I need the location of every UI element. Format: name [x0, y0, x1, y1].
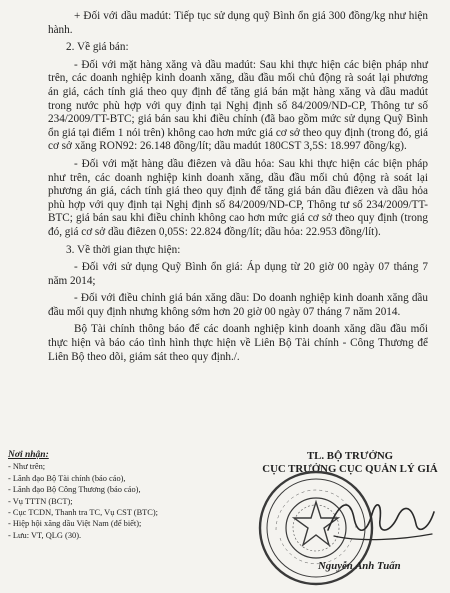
paragraph-time-price: - Đối với điều chỉnh giá bán xăng dầu: Do doanh nghiệp kinh doanh xăng dầu đầu mối quy định nhưng không sớm hơn 20 giờ 00 ngày 07 tháng 7 năm 2014.	[48, 292, 428, 318]
heading-section-3: 3. Về thời gian thực hiện:	[66, 243, 181, 256]
recipient-item: - Hiệp hội xăng dầu Việt Nam (để biết);	[8, 519, 142, 529]
signer-title: CỤC TRƯỞNG CỤC QUẢN LÝ GIÁ	[262, 463, 438, 475]
paragraph-diesel: - Đối với mặt hàng dầu điêzen và dầu hỏa: Sau khi thực hiện các biện pháp như trên, các doanh nghiệp kinh doanh xăng, dầu đầu mối chủ động rà soát lại phương án giá, cách tính giá theo quy định để tăng giá bán dầu điêzen và dầu hỏa phù hợp với quy định tại Nghị định số 84/2009/ND-CP, Thông tư số 234/2009/TT-BTC; giá bán sau khi điều chỉnh không cao hơn mức giá cơ sở theo quy định (trong đó, giá cơ sở dầu điêzen 0,05S: 22.824 đồng/lít; dầu hỏa: 22.953 đồng/lít).	[48, 157, 428, 238]
signer-name: Nguyễn Anh Tuấn	[318, 560, 401, 572]
document-body	[48, 10, 428, 368]
heading-section-2: 2. Về giá bán:	[66, 41, 129, 54]
recipient-item: - Lãnh đạo Bộ Tài chính (báo cáo),	[8, 473, 126, 483]
recipients-block	[8, 450, 208, 541]
recipients-title: Nơi nhận:	[8, 450, 49, 460]
paragraph-gasoline: - Đối với mặt hàng xăng và dầu madút: Sau khi thực hiện các biện pháp như trên, các doanh nghiệp kinh doanh xăng, dầu đầu mối chủ động rà soát lại phương án giá, cách tính giá theo quy định để tăng giá bán mặt hàng xăng và dầu madút trong nước phù hợp với quy định tại Nghị định số 84/2009/ND-CP, Thông tư số 234/2009/TT-BTC; giá bán sau khi điều chỉnh (đã bao gồm mức sử dụng Quỹ Bình ổn giá tại điểm 1 nói trên) không cao hơn mức giá cơ sở theo quy định (trong đó, giá cơ sở xăng RON92: 26.148 đồng/lít; dầu madút 180CST 3,5S: 18.997 đồng/kg).	[48, 58, 428, 153]
recipient-item: - Vụ TTTN (BCT);	[8, 496, 73, 506]
handwritten-signature-icon	[320, 490, 440, 550]
recipient-item: - Cục TCDN, Thanh tra TC, Vụ CST (BTC);	[8, 508, 158, 518]
recipient-item: - Như trên;	[8, 462, 46, 472]
paragraph-time-fund: - Đối với sử dụng Quỹ Bình ổn giá: Áp dụng từ 20 giờ 00 ngày 07 tháng 7 năm 2014;	[48, 261, 428, 287]
paragraph-closing: Bộ Tài chính thông báo để các doanh nghiệp kinh doanh xăng dầu đầu mối thực hiện và báo cáo tình hình thực hiện về Liên Bộ Tài chính - Công Thương để Liên Bộ theo dõi, giám sát theo quy định./.	[48, 323, 428, 363]
paragraph-fuel-oil: + Đối với dầu madút: Tiếp tục sử dụng quỹ Bình ổn giá 300 đồng/kg như hiện hành.	[48, 10, 428, 36]
signer-authority: TL. BỘ TRƯỞNG	[306, 450, 394, 462]
recipient-item: - Lãnh đạo Bộ Công Thương (báo cáo),	[8, 485, 141, 495]
recipient-item: - Lưu: VT, QLG (30).	[8, 530, 82, 540]
